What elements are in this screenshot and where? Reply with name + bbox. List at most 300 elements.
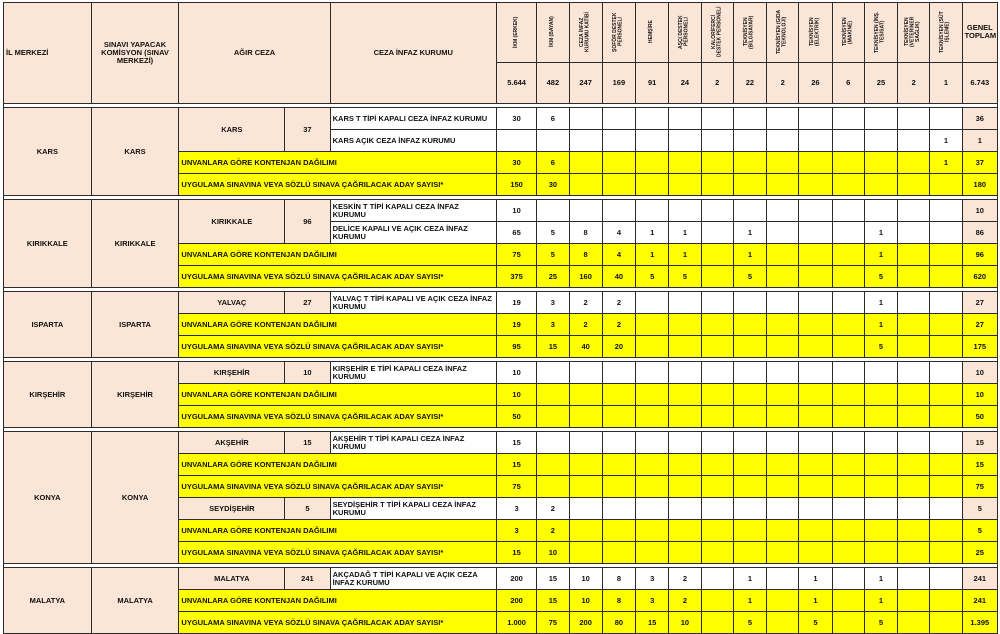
- value-cell: [701, 292, 733, 314]
- value-cell: [832, 314, 864, 336]
- value-cell: 1: [799, 590, 832, 612]
- agir-ceza-cell: YALVAÇ: [179, 292, 285, 314]
- value-cell: [636, 130, 669, 152]
- value-cell: [701, 222, 733, 244]
- value-cell: [669, 314, 701, 336]
- value-cell: [832, 406, 864, 428]
- value-cell: [537, 454, 569, 476]
- header-title-12: TEKNİSYEN (VETERİNER SAĞLIK): [898, 3, 930, 63]
- value-cell: [569, 362, 602, 384]
- value-cell: [636, 520, 669, 542]
- value-cell: [864, 520, 897, 542]
- value-cell: 75: [496, 244, 536, 266]
- institution-row: [4, 362, 998, 384]
- value-cell: [898, 568, 930, 590]
- value-cell: 1: [930, 130, 962, 152]
- komisyon-cell: ISPARTA: [91, 292, 179, 358]
- value-cell: [537, 432, 569, 454]
- institution-row: [4, 568, 998, 590]
- institution-name: KARS AÇIK CEZA İNFAZ KURUMU: [330, 130, 496, 152]
- header-komisyon: SINAVI YAPACAK KOMİSYON (SINAV MERKEZİ): [91, 3, 179, 104]
- value-cell: [569, 542, 602, 564]
- value-cell: [569, 108, 602, 130]
- header-title-1: İKM (BAYAN): [537, 3, 569, 63]
- value-cell: [930, 244, 962, 266]
- value-cell: 10: [496, 362, 536, 384]
- value-cell: 10: [569, 590, 602, 612]
- value-cell: [569, 406, 602, 428]
- header-total-11: 25: [864, 62, 897, 103]
- value-cell: [602, 520, 635, 542]
- agir-ceza-cell: KIRIKKALE: [179, 200, 285, 244]
- summary-total: 10: [962, 384, 997, 406]
- header-title-4: HEMŞİRE: [636, 3, 669, 63]
- value-cell: [733, 314, 766, 336]
- value-cell: [930, 266, 962, 288]
- value-cell: [832, 266, 864, 288]
- value-cell: [602, 362, 635, 384]
- value-cell: [767, 266, 799, 288]
- value-cell: 1: [733, 568, 766, 590]
- value-cell: [799, 130, 832, 152]
- value-cell: 15: [537, 590, 569, 612]
- header-title-0: İKM (ERKEK): [496, 3, 536, 63]
- row-total: 10: [962, 200, 997, 222]
- value-cell: [733, 454, 766, 476]
- value-cell: [767, 498, 799, 520]
- value-cell: 5: [864, 612, 897, 634]
- value-cell: [701, 108, 733, 130]
- value-cell: [832, 498, 864, 520]
- summary-label: UNVANLARA GÖRE KONTENJAN DAĞILIMI: [179, 454, 497, 476]
- value-cell: 75: [537, 612, 569, 634]
- agir-ceza-cell: AKŞEHİR: [179, 432, 285, 454]
- value-cell: 5: [733, 266, 766, 288]
- value-cell: [832, 542, 864, 564]
- value-cell: [636, 542, 669, 564]
- value-cell: [733, 292, 766, 314]
- value-cell: 2: [537, 498, 569, 520]
- value-cell: 4: [602, 222, 635, 244]
- value-cell: [799, 174, 832, 196]
- komisyon-cell: KIRIKKALE: [91, 200, 179, 288]
- value-cell: [636, 498, 669, 520]
- value-cell: [864, 108, 897, 130]
- value-cell: [701, 590, 733, 612]
- value-cell: [832, 174, 864, 196]
- value-cell: [832, 454, 864, 476]
- il-merkezi-cell: ISPARTA: [4, 292, 92, 358]
- value-cell: [669, 130, 701, 152]
- value-cell: [898, 476, 930, 498]
- header-title-11: TEKNİSYEN (İNŞ. TESİSAT): [864, 3, 897, 63]
- table-body: [4, 3, 998, 634]
- value-cell: [799, 542, 832, 564]
- value-cell: [930, 336, 962, 358]
- value-cell: [636, 108, 669, 130]
- value-cell: [701, 476, 733, 498]
- value-cell: [864, 174, 897, 196]
- value-cell: [930, 520, 962, 542]
- agir-ceza-count: 10: [285, 362, 330, 384]
- value-cell: [832, 568, 864, 590]
- value-cell: [669, 108, 701, 130]
- value-cell: [733, 384, 766, 406]
- agir-ceza-count: 96: [285, 200, 330, 244]
- row-total: 241: [962, 568, 997, 590]
- header-total-10: 6: [832, 62, 864, 103]
- value-cell: 6: [537, 152, 569, 174]
- value-cell: [701, 152, 733, 174]
- value-cell: [569, 152, 602, 174]
- value-cell: 375: [496, 266, 536, 288]
- value-cell: [602, 200, 635, 222]
- kontenjan-table: [3, 2, 998, 634]
- value-cell: [799, 498, 832, 520]
- header-agir-ceza: AĞIR CEZA: [179, 3, 330, 104]
- value-cell: 1: [669, 244, 701, 266]
- value-cell: [864, 200, 897, 222]
- summary-total: 27: [962, 314, 997, 336]
- header-total-2: 247: [569, 62, 602, 103]
- value-cell: [669, 542, 701, 564]
- value-cell: [767, 244, 799, 266]
- value-cell: [636, 476, 669, 498]
- value-cell: [799, 384, 832, 406]
- value-cell: 25: [537, 266, 569, 288]
- value-cell: [930, 362, 962, 384]
- value-cell: 1: [864, 590, 897, 612]
- value-cell: [669, 152, 701, 174]
- value-cell: 1: [733, 590, 766, 612]
- value-cell: [733, 542, 766, 564]
- value-cell: [898, 590, 930, 612]
- value-cell: [701, 542, 733, 564]
- value-cell: [898, 174, 930, 196]
- value-cell: [898, 266, 930, 288]
- value-cell: 15: [537, 568, 569, 590]
- value-cell: [864, 476, 897, 498]
- value-cell: [832, 222, 864, 244]
- header-total-7: 22: [733, 62, 766, 103]
- value-cell: [569, 498, 602, 520]
- row-total: 86: [962, 222, 997, 244]
- summary-total: 96: [962, 244, 997, 266]
- value-cell: [767, 200, 799, 222]
- value-cell: [799, 244, 832, 266]
- value-cell: [832, 590, 864, 612]
- value-cell: [701, 174, 733, 196]
- value-cell: [733, 174, 766, 196]
- value-cell: [767, 432, 799, 454]
- value-cell: [898, 362, 930, 384]
- header-title-6: KALORİFERCİ DESTEK PERSONELİ: [701, 3, 733, 63]
- value-cell: [701, 314, 733, 336]
- value-cell: [898, 384, 930, 406]
- summary-total: 620: [962, 266, 997, 288]
- summary-label: UYGULAMA SINAVINA VEYA SÖZLÜ SINAVA ÇAĞRILACAK ADAY SAYISI*: [179, 266, 497, 288]
- value-cell: 1: [864, 314, 897, 336]
- value-cell: [832, 612, 864, 634]
- value-cell: [930, 498, 962, 520]
- value-cell: [767, 590, 799, 612]
- value-cell: 40: [602, 266, 635, 288]
- value-cell: 1: [636, 244, 669, 266]
- value-cell: [733, 362, 766, 384]
- value-cell: 2: [569, 314, 602, 336]
- value-cell: 200: [569, 612, 602, 634]
- value-cell: [767, 336, 799, 358]
- value-cell: [669, 200, 701, 222]
- value-cell: [701, 336, 733, 358]
- agir-ceza-cell: KIRŞEHİR: [179, 362, 285, 384]
- value-cell: [930, 222, 962, 244]
- value-cell: [898, 244, 930, 266]
- value-cell: [669, 384, 701, 406]
- value-cell: 8: [569, 244, 602, 266]
- value-cell: [569, 384, 602, 406]
- agir-ceza-count: 27: [285, 292, 330, 314]
- value-cell: [669, 292, 701, 314]
- value-cell: 2: [669, 568, 701, 590]
- header-title-3: ŞOFÖR DESTEK PERSONELİ: [602, 3, 635, 63]
- value-cell: [636, 432, 669, 454]
- header-title-8: TEKNİSYEN (GIDA TEKNOLOJİ): [767, 3, 799, 63]
- header-total-13: 1: [930, 62, 962, 103]
- value-cell: [733, 200, 766, 222]
- value-cell: [898, 152, 930, 174]
- value-cell: [864, 432, 897, 454]
- value-cell: 1: [733, 244, 766, 266]
- value-cell: 150: [496, 174, 536, 196]
- value-cell: 8: [602, 590, 635, 612]
- value-cell: 6: [537, 108, 569, 130]
- value-cell: 200: [496, 590, 536, 612]
- value-cell: [537, 384, 569, 406]
- value-cell: 3: [496, 498, 536, 520]
- value-cell: [701, 200, 733, 222]
- value-cell: 5: [864, 266, 897, 288]
- value-cell: [636, 152, 669, 174]
- header-total-8: 2: [767, 62, 799, 103]
- value-cell: [602, 454, 635, 476]
- value-cell: [832, 476, 864, 498]
- value-cell: [701, 520, 733, 542]
- summary-label: UNVANLARA GÖRE KONTENJAN DAĞILIMI: [179, 244, 497, 266]
- value-cell: 5: [864, 336, 897, 358]
- value-cell: [602, 432, 635, 454]
- value-cell: [569, 432, 602, 454]
- value-cell: [832, 362, 864, 384]
- summary-label: UNVANLARA GÖRE KONTENJAN DAĞILIMI: [179, 384, 497, 406]
- value-cell: 160: [569, 266, 602, 288]
- institution-name: SEYDİŞEHİR T TİPİ KAPALI CEZA İNFAZ KURUMU: [330, 498, 496, 520]
- value-cell: [636, 314, 669, 336]
- value-cell: [898, 222, 930, 244]
- value-cell: [832, 200, 864, 222]
- value-cell: 1.000: [496, 612, 536, 634]
- value-cell: 80: [602, 612, 635, 634]
- agir-ceza-count: 5: [285, 498, 330, 520]
- value-cell: [733, 108, 766, 130]
- value-cell: [537, 200, 569, 222]
- value-cell: [799, 200, 832, 222]
- value-cell: [799, 406, 832, 428]
- header-title-2: CEZA İNFAZ KURUMU KATİBİ: [569, 3, 602, 63]
- institution-name: AKŞEHİR T TİPİ KAPALI CEZA İNFAZ KURUMU: [330, 432, 496, 454]
- value-cell: [930, 314, 962, 336]
- value-cell: [832, 130, 864, 152]
- value-cell: 10: [569, 568, 602, 590]
- value-cell: [767, 476, 799, 498]
- komisyon-cell: MALATYA: [91, 568, 179, 634]
- value-cell: 1: [669, 222, 701, 244]
- header-row: [4, 3, 998, 63]
- value-cell: [701, 244, 733, 266]
- header-il-merkezi: İL MERKEZİ: [4, 3, 92, 104]
- value-cell: [636, 336, 669, 358]
- institution-name: DELİCE KAPALI VE AÇIK CEZA İNFAZ KURUMU: [330, 222, 496, 244]
- value-cell: 10: [496, 200, 536, 222]
- row-total: 36: [962, 108, 997, 130]
- value-cell: 20: [602, 336, 635, 358]
- value-cell: 1: [733, 222, 766, 244]
- value-cell: [733, 476, 766, 498]
- institution-row: [4, 432, 998, 454]
- value-cell: [767, 384, 799, 406]
- value-cell: 4: [602, 244, 635, 266]
- komisyon-cell: KIRŞEHİR: [91, 362, 179, 428]
- value-cell: [496, 130, 536, 152]
- value-cell: [636, 454, 669, 476]
- value-cell: [636, 362, 669, 384]
- header-title-9: TEKNİSYEN (ELEKTRİK): [799, 3, 832, 63]
- institution-name: KIRŞEHİR E TİPİ KAPALI CEZA İNFAZ KURUMU: [330, 362, 496, 384]
- value-cell: 65: [496, 222, 536, 244]
- value-cell: [799, 314, 832, 336]
- value-cell: [864, 542, 897, 564]
- summary-total: 75: [962, 476, 997, 498]
- value-cell: 1: [799, 568, 832, 590]
- value-cell: [864, 406, 897, 428]
- summary-total: 15: [962, 454, 997, 476]
- value-cell: [669, 498, 701, 520]
- institution-name: KESKİN T TİPİ KAPALI CEZA İNFAZ KURUMU: [330, 200, 496, 222]
- value-cell: 2: [669, 590, 701, 612]
- value-cell: 40: [569, 336, 602, 358]
- value-cell: 2: [569, 292, 602, 314]
- value-cell: [701, 130, 733, 152]
- value-cell: [864, 498, 897, 520]
- value-cell: [832, 520, 864, 542]
- value-cell: [569, 130, 602, 152]
- value-cell: 15: [636, 612, 669, 634]
- value-cell: [733, 152, 766, 174]
- value-cell: 8: [602, 568, 635, 590]
- value-cell: [930, 432, 962, 454]
- value-cell: [636, 292, 669, 314]
- summary-total: 180: [962, 174, 997, 196]
- value-cell: [930, 384, 962, 406]
- summary-label: UNVANLARA GÖRE KONTENJAN DAĞILIMI: [179, 520, 497, 542]
- value-cell: [898, 336, 930, 358]
- value-cell: [767, 314, 799, 336]
- value-cell: [832, 432, 864, 454]
- institution-name: YALVAÇ T TİPİ KAPALI VE AÇIK CEZA İNFAZ KURUMU: [330, 292, 496, 314]
- value-cell: [898, 542, 930, 564]
- value-cell: [636, 174, 669, 196]
- value-cell: [864, 152, 897, 174]
- header-ceza-infaz-kurumu: CEZA İNFAZ KURUMU: [330, 3, 496, 104]
- value-cell: [898, 498, 930, 520]
- value-cell: 15: [496, 432, 536, 454]
- value-cell: [898, 432, 930, 454]
- value-cell: [669, 174, 701, 196]
- value-cell: [537, 130, 569, 152]
- value-cell: [701, 362, 733, 384]
- header-total-6: 2: [701, 62, 733, 103]
- header-title-5: AŞÇI DESTEK PERSONELİ: [669, 3, 701, 63]
- row-total: 1: [962, 130, 997, 152]
- value-cell: 8: [569, 222, 602, 244]
- komisyon-cell: KARS: [91, 108, 179, 196]
- value-cell: [799, 336, 832, 358]
- value-cell: [898, 130, 930, 152]
- value-cell: [799, 362, 832, 384]
- header-genel-toplam: GENEL TOPLAM: [962, 3, 997, 63]
- value-cell: [930, 108, 962, 130]
- value-cell: [669, 362, 701, 384]
- value-cell: 200: [496, 568, 536, 590]
- value-cell: [701, 454, 733, 476]
- value-cell: 1: [864, 292, 897, 314]
- value-cell: 1: [930, 152, 962, 174]
- value-cell: [602, 130, 635, 152]
- value-cell: 30: [496, 108, 536, 130]
- value-cell: 5: [537, 244, 569, 266]
- value-cell: [767, 152, 799, 174]
- agir-ceza-cell: KARS: [179, 108, 285, 152]
- value-cell: [537, 406, 569, 428]
- value-cell: 1: [864, 222, 897, 244]
- row-total: 15: [962, 432, 997, 454]
- value-cell: 19: [496, 314, 536, 336]
- summary-total: 25: [962, 542, 997, 564]
- il-merkezi-cell: MALATYA: [4, 568, 92, 634]
- value-cell: [767, 612, 799, 634]
- summary-label: UYGULAMA SINAVINA VEYA SÖZLÜ SINAVA ÇAĞRILACAK ADAY SAYISI*: [179, 542, 497, 564]
- value-cell: [930, 174, 962, 196]
- row-total: 5: [962, 498, 997, 520]
- summary-total: 50: [962, 406, 997, 428]
- summary-label: UYGULAMA SINAVINA VEYA SÖZLÜ SINAVA ÇAĞRILACAK ADAY SAYISI*: [179, 174, 497, 196]
- summary-label: UNVANLARA GÖRE KONTENJAN DAĞILIMI: [179, 590, 497, 612]
- value-cell: [767, 542, 799, 564]
- value-cell: 3: [496, 520, 536, 542]
- value-cell: [701, 384, 733, 406]
- value-cell: [701, 612, 733, 634]
- value-cell: 3: [537, 314, 569, 336]
- summary-total: 1.395: [962, 612, 997, 634]
- value-cell: 15: [537, 336, 569, 358]
- summary-label: UYGULAMA SINAVINA VEYA SÖZLÜ SINAVA ÇAĞRILACAK ADAY SAYISI*: [179, 406, 497, 428]
- value-cell: 15: [496, 542, 536, 564]
- value-cell: [832, 244, 864, 266]
- summary-label: UNVANLARA GÖRE KONTENJAN DAĞILIMI: [179, 314, 497, 336]
- value-cell: [898, 200, 930, 222]
- summary-total: 37: [962, 152, 997, 174]
- il-merkezi-cell: KIRIKKALE: [4, 200, 92, 288]
